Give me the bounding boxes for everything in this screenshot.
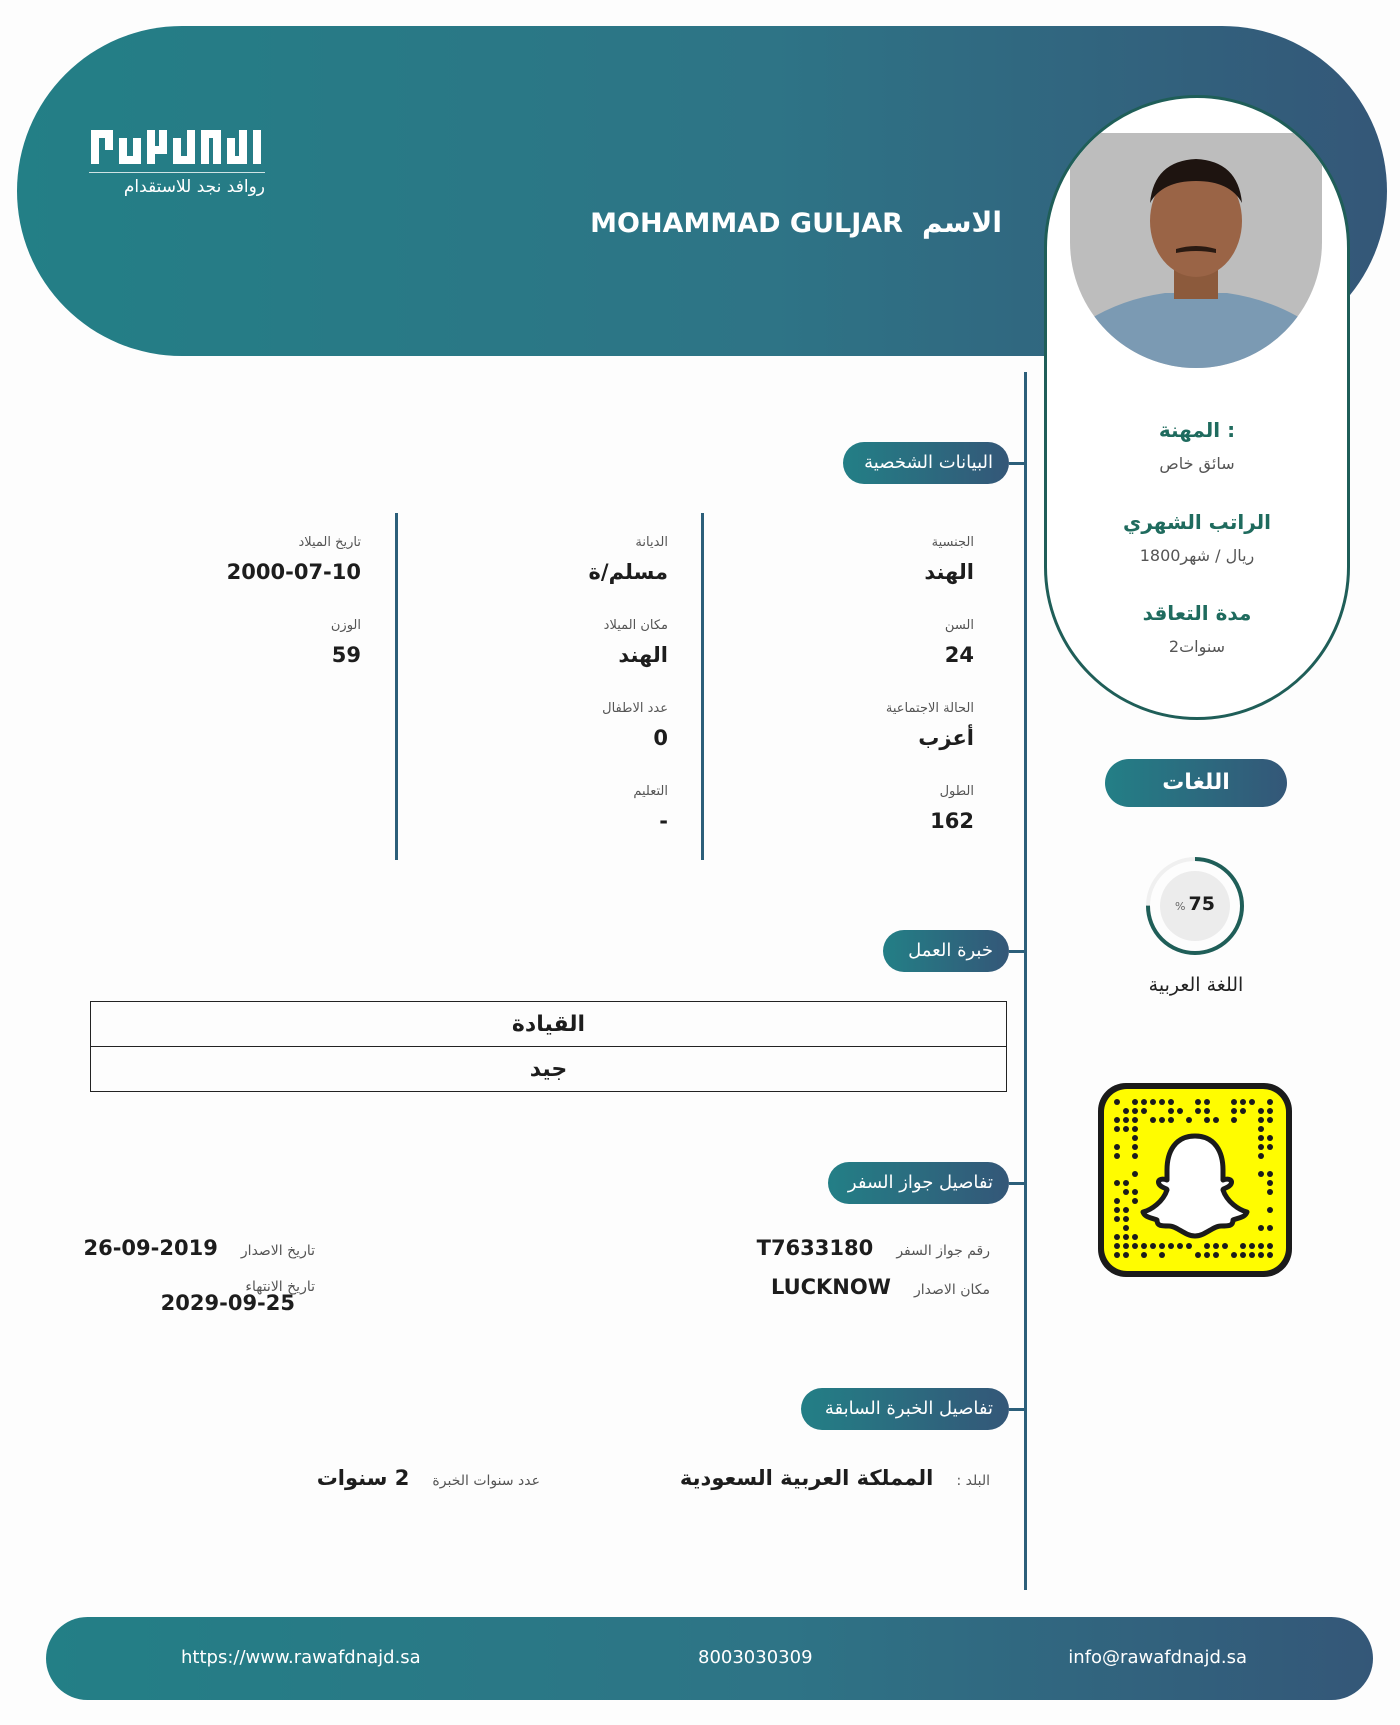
logo-mark-icon	[89, 124, 265, 170]
contract-label: مدة التعاقد	[1142, 601, 1252, 625]
snapcode-dot	[1132, 1144, 1138, 1150]
snapcode-dot	[1141, 1099, 1147, 1105]
snapcode-dot	[1114, 1234, 1120, 1240]
previous-section-title: تفاصيل الخبرة السابقة	[801, 1388, 1009, 1430]
snapcode-dot	[1195, 1108, 1201, 1114]
timeline-tick	[1009, 1408, 1025, 1411]
snapcode-dot	[1258, 1243, 1264, 1249]
snapcode-dot	[1177, 1108, 1183, 1114]
religion-value: مسلم/ة	[588, 560, 668, 584]
snapcode-dot	[1132, 1135, 1138, 1141]
issue-place-field	[771, 1275, 990, 1299]
age-field	[945, 618, 974, 667]
snapcode-dot	[1123, 1243, 1129, 1249]
dob-field	[227, 535, 361, 584]
snapcode-dot	[1258, 1153, 1264, 1159]
snapcode-dot	[1132, 1171, 1138, 1177]
marital-label: الحالة الاجتماعية	[885, 701, 974, 716]
snapcode-dot	[1267, 1135, 1273, 1141]
expiry-value-wrap	[161, 1291, 295, 1315]
age-value: 24	[944, 643, 974, 667]
passport-number-value: T7633180	[756, 1236, 874, 1260]
profile-card	[1044, 95, 1350, 720]
skill-level: جيد	[91, 1047, 1007, 1092]
birthplace-label: مكان الميلاد	[603, 618, 668, 633]
snapcode-dot	[1114, 1117, 1120, 1123]
timeline-tick	[1009, 950, 1025, 953]
contract-field	[1047, 601, 1347, 656]
snapcode-dot	[1213, 1252, 1219, 1258]
experience-section-title: خبرة العمل	[883, 930, 1009, 972]
snapcode-dot	[1267, 1108, 1273, 1114]
snapcode-dot	[1186, 1117, 1192, 1123]
snapcode-dot	[1267, 1144, 1273, 1150]
snapcode-dot	[1123, 1189, 1129, 1195]
education-label: التعليم	[633, 784, 668, 799]
issue-place-value: LUCKNOW	[770, 1275, 891, 1299]
passport-number-field	[757, 1236, 990, 1260]
marital-value: أعزب	[918, 726, 974, 750]
snapcode-dot	[1123, 1216, 1129, 1222]
snapcode-dot	[1114, 1144, 1120, 1150]
weight-field	[331, 618, 361, 667]
snapcode-dot	[1231, 1117, 1237, 1123]
snapcode-dot	[1267, 1171, 1273, 1177]
children-label: عدد الاطفال	[602, 701, 668, 716]
snapcode-dot	[1123, 1252, 1129, 1258]
snapcode-dot	[1231, 1108, 1237, 1114]
snapcode-dot	[1132, 1153, 1138, 1159]
snapcode-dot	[1240, 1099, 1246, 1105]
snapcode-dot	[1204, 1252, 1210, 1258]
years-field	[317, 1466, 540, 1490]
snapcode-dot	[1231, 1099, 1237, 1105]
birthplace-value: الهند	[618, 643, 668, 667]
nationality-field	[924, 535, 974, 584]
issue-place-label: مكان الاصدار	[914, 1282, 990, 1298]
snapcode-dot	[1267, 1180, 1273, 1186]
snapcode-dot	[1123, 1126, 1129, 1132]
column-divider	[395, 513, 398, 860]
issue-date-value: 2019-09-26	[83, 1236, 218, 1260]
person-icon	[1070, 133, 1322, 368]
snapcode-dot	[1168, 1243, 1174, 1249]
country-field	[680, 1466, 990, 1490]
passport-section-title: تفاصيل جواز السفر	[828, 1162, 1009, 1204]
column-divider	[701, 513, 704, 860]
snapcode-dot	[1204, 1108, 1210, 1114]
worker-photo	[1070, 133, 1322, 368]
snapcode-dot	[1267, 1207, 1273, 1213]
height-label: الطول	[939, 784, 974, 799]
snapchat-qr-icon[interactable]	[1095, 1080, 1295, 1280]
age-label: السن	[944, 618, 974, 633]
worker-name-row	[590, 206, 1002, 239]
languages-section-title: اللغات	[1105, 759, 1287, 807]
snapcode-dot	[1159, 1243, 1165, 1249]
education-value: -	[659, 809, 668, 833]
snapcode-dot	[1249, 1243, 1255, 1249]
gauge-center	[1160, 871, 1230, 941]
snapcode-dot	[1168, 1108, 1174, 1114]
website-link[interactable]: https://www.rawafdnajd.sa	[181, 1647, 421, 1668]
snapcode-dot	[1141, 1252, 1147, 1258]
snapcode-dot	[1258, 1117, 1264, 1123]
snapcode-dot	[1204, 1243, 1210, 1249]
contract-value: 2سنوات	[1168, 637, 1226, 656]
country-value: المملكة العربية السعودية	[679, 1466, 934, 1490]
personal-section-title: البيانات الشخصية	[843, 442, 1009, 484]
snapcode-dot	[1114, 1252, 1120, 1258]
snapcode-dot	[1258, 1108, 1264, 1114]
religion-label: الديانة	[635, 535, 668, 550]
snapcode-dot	[1177, 1243, 1183, 1249]
logo-divider	[89, 172, 265, 173]
expiry-value: 2029-09-25	[160, 1291, 295, 1315]
snapcode-dot	[1267, 1189, 1273, 1195]
snapcode-dot	[1114, 1216, 1120, 1222]
profession-value: سائق خاص	[1159, 454, 1235, 473]
height-field	[930, 784, 974, 833]
table-row	[91, 1002, 1007, 1047]
dob-label: تاريخ الميلاد	[298, 535, 361, 550]
snapcode-dot	[1240, 1108, 1246, 1114]
arabic-proficiency-gauge	[1144, 855, 1246, 957]
snapcode-dot	[1123, 1234, 1129, 1240]
name-label: الاسم	[922, 206, 1002, 239]
snapcode-dot	[1258, 1225, 1264, 1231]
snapcode-dot	[1267, 1252, 1273, 1258]
snapcode-dot	[1150, 1243, 1156, 1249]
snapcode-dot	[1159, 1117, 1165, 1123]
phone-number[interactable]: 8003030309	[698, 1647, 813, 1668]
name-value: MOHAMMAD GULJAR	[590, 208, 903, 239]
education-field	[633, 784, 668, 833]
skills-table	[90, 1001, 1007, 1092]
snapcode-dot	[1258, 1135, 1264, 1141]
snapcode-dot	[1258, 1144, 1264, 1150]
snapcode-dot	[1132, 1126, 1138, 1132]
snapcode-dot	[1267, 1099, 1273, 1105]
religion-field	[589, 535, 668, 584]
snapcode-dot	[1114, 1180, 1120, 1186]
snapcode-dot	[1132, 1198, 1138, 1204]
snapcode-dot	[1123, 1207, 1129, 1213]
timeline-tick	[1009, 462, 1025, 465]
salary-value: 1800ريال / شهر	[1139, 546, 1255, 565]
nationality-value: الهند	[924, 560, 974, 584]
snapcode-dot	[1123, 1108, 1129, 1114]
skill-name: القيادة	[91, 1002, 1007, 1047]
snapcode-dot	[1204, 1099, 1210, 1105]
profession-label: المهنة :	[1158, 418, 1236, 442]
years-label: عدد سنوات الخبرة	[432, 1473, 540, 1489]
snapcode-dot	[1195, 1099, 1201, 1105]
snapcode-dot	[1141, 1108, 1147, 1114]
snapcode-dot	[1213, 1117, 1219, 1123]
snapcode-dot	[1267, 1225, 1273, 1231]
snapcode-dot	[1114, 1207, 1120, 1213]
snapcode-dot	[1123, 1180, 1129, 1186]
snapcode-dot	[1114, 1243, 1120, 1249]
snapcode-dot	[1114, 1198, 1120, 1204]
snapcode-dot	[1240, 1243, 1246, 1249]
language-percent: 75	[1188, 893, 1215, 915]
dob-value: 2000-07-10	[226, 560, 361, 584]
snapcode-dot	[1132, 1117, 1138, 1123]
years-value: 2 سنوات	[316, 1466, 410, 1490]
snapcode-dot	[1267, 1243, 1273, 1249]
snapcode-dot	[1195, 1252, 1201, 1258]
snapcode-dot	[1231, 1252, 1237, 1258]
snapcode-dot	[1114, 1153, 1120, 1159]
snapcode-dot	[1159, 1252, 1165, 1258]
logo-subtitle: روافد نجد للاستقدام	[123, 177, 265, 197]
percent-sign: %	[1175, 900, 1186, 913]
snapcode-dot	[1168, 1099, 1174, 1105]
snapcode-dot	[1141, 1243, 1147, 1249]
snapcode-dot	[1123, 1225, 1129, 1231]
snapcode-dot	[1150, 1117, 1156, 1123]
snapcode-dot	[1249, 1099, 1255, 1105]
snapcode-dot	[1222, 1243, 1228, 1249]
snapcode-dot	[1114, 1099, 1120, 1105]
snapcode-dot	[1267, 1117, 1273, 1123]
children-field	[602, 701, 668, 750]
snapcode-dot	[1132, 1234, 1138, 1240]
snapcode-dot	[1132, 1243, 1138, 1249]
height-value: 162	[930, 809, 974, 833]
nationality-label: الجنسية	[931, 535, 974, 550]
snapcode-dot	[1240, 1252, 1246, 1258]
marital-field	[886, 701, 974, 750]
snapcode-dot	[1132, 1099, 1138, 1105]
weight-label: الوزن	[330, 618, 361, 633]
snapcode-dot	[1204, 1117, 1210, 1123]
timeline-tick	[1009, 1182, 1025, 1185]
snapcode-dot	[1132, 1108, 1138, 1114]
country-label: البلد :	[956, 1473, 990, 1489]
table-row	[91, 1047, 1007, 1092]
expiry-label: تاريخ الانتهاء	[245, 1279, 315, 1295]
passport-number-label: رقم جواز السفر	[896, 1243, 990, 1259]
company-logo	[89, 124, 269, 197]
snapcode-dot	[1132, 1189, 1138, 1195]
snapcode-dot	[1258, 1252, 1264, 1258]
snapcode-dot	[1123, 1117, 1129, 1123]
snapcode-dot	[1186, 1243, 1192, 1249]
snapcode-dot	[1258, 1171, 1264, 1177]
salary-field	[1047, 510, 1347, 565]
snapcode-dot	[1150, 1099, 1156, 1105]
snapcode-dot	[1159, 1099, 1165, 1105]
language-name: اللغة العربية	[1148, 974, 1244, 996]
children-value: 0	[653, 726, 668, 750]
snapcode-dot	[1168, 1117, 1174, 1123]
issue-date-label: تاريخ الاصدار	[240, 1243, 315, 1259]
issue-date-field	[83, 1236, 315, 1260]
birthplace-field	[604, 618, 668, 667]
weight-value: 59	[331, 643, 361, 667]
snapcode-dot	[1213, 1243, 1219, 1249]
snapcode-dot	[1114, 1126, 1120, 1132]
snapcode-dot	[1258, 1126, 1264, 1132]
email-link[interactable]: info@rawafdnajd.sa	[1068, 1647, 1247, 1668]
snapcode-dot	[1249, 1252, 1255, 1258]
footer-bar	[46, 1617, 1373, 1700]
salary-label: الراتب الشهري	[1123, 510, 1271, 534]
profession-field	[1047, 418, 1347, 473]
